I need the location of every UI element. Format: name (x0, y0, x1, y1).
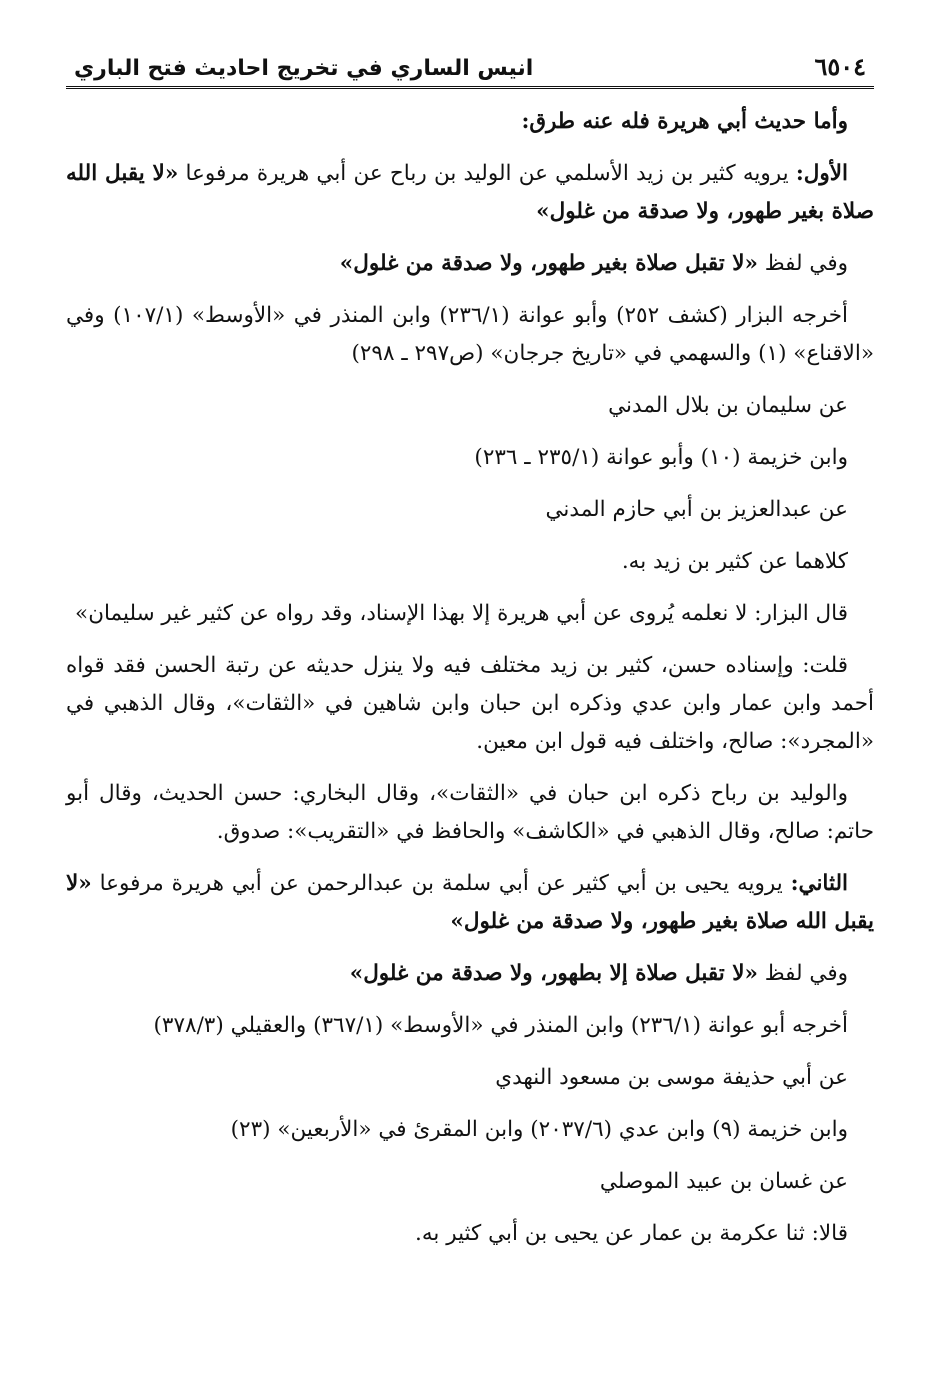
paragraph-variant-wording: وفي لفظ «لا تقبل صلاة بغير طهور، ولا صدقة من غلول» (339, 251, 848, 276)
book-title: انيس الساري في تخريج احاديث فتح الباري (74, 56, 534, 81)
paragraph-second-route: الثاني: يرويه يحيى بن أبي كثير عن أبي سلمة بن عبدالرحمن عن أبي هريرة مرفوعا «لا يقبل الله صلاة بغير طهور، ولا صدقة من غلول» (66, 871, 874, 934)
paragraph-narrator: عن غسان بن عبيد الموصلي (599, 1169, 848, 1194)
paragraph-sources: أخرجه أبو عوانة (٢٣٦/١) وابن المنذر في «الأوسط» (٣٦٧/١) والعقيلي (٣٧٨/٣) (153, 1013, 848, 1038)
paragraph-narrator: عن عبدالعزيز بن أبي حازم المدني (545, 497, 848, 522)
paragraph-sources: وابن خزيمة (٩) وابن عدي (٢٠٣٧/٦) وابن المقرئ في «الأربعين» (٢٣) (230, 1117, 848, 1142)
paragraph-summary: قالا: ثنا عكرمة بن عمار عن يحيى بن أبي كثير به. (415, 1221, 848, 1246)
paragraph-intro: وأما حديث أبي هريرة فله عنه طرق: (521, 109, 848, 134)
paragraph-sources: وابن خزيمة (١٠) وأبو عوانة (٢٣٥/١ ـ ٢٣٦) (474, 445, 848, 470)
paragraph-first-route: الأول: يرويه كثير بن زيد الأسلمي عن الوليد بن رباح عن أبي هريرة مرفوعا «لا يقبل الله صلاة بغير طهور، ولا صدقة من غلول» (66, 161, 874, 224)
paragraph-commentary: قلت: وإسناده حسن، كثير بن زيد مختلف فيه ولا ينزل حديثه عن رتبة الحسن فقد قواه أحمد وابن عمار وابن عدي وذكره ابن حبان وابن شاهين في «الثقات»، وقال الذهبي في «المجرد»: صالح، واختلف فيه قول ابن معين. (66, 653, 874, 754)
paragraph-variant-wording: وفي لفظ «لا تقبل صلاة إلا بطهور، ولا صدقة من غلول» (349, 961, 848, 986)
paragraph-quote: قال البزار: لا نعلمه يُروى عن أبي هريرة إلا بهذا الإسناد، وقد رواه عن كثير غير سليمان» (75, 601, 848, 626)
page-header (66, 52, 874, 89)
paragraph-narrator: عن أبي حذيفة موسى بن مسعود النهدي (495, 1065, 848, 1090)
page-number: ٦٥٠٤ (814, 52, 866, 81)
page-body (66, 103, 874, 1253)
paragraph-commentary: والوليد بن رباح ذكره ابن حبان في «الثقات»، وقال البخاري: حسن الحديث، وقال أبو حاتم: صالح، وقال الذهبي في «الكاشف» والحافظ في «التقريب»: صدوق. (66, 781, 874, 844)
paragraph-summary: كلاهما عن كثير بن زيد به. (621, 549, 848, 574)
paragraph-narrator: عن سليمان بن بلال المدني (608, 393, 848, 418)
paragraph-sources: أخرجه البزار (كشف ٢٥٢) وأبو عوانة (٢٣٦/١) وابن المنذر في «الأوسط» (١٠٧/١) وفي «الاقناع» (١) والسهمي في «تاريخ جرجان» (ص٢٩٧ ـ ٢٩٨) (66, 303, 874, 366)
